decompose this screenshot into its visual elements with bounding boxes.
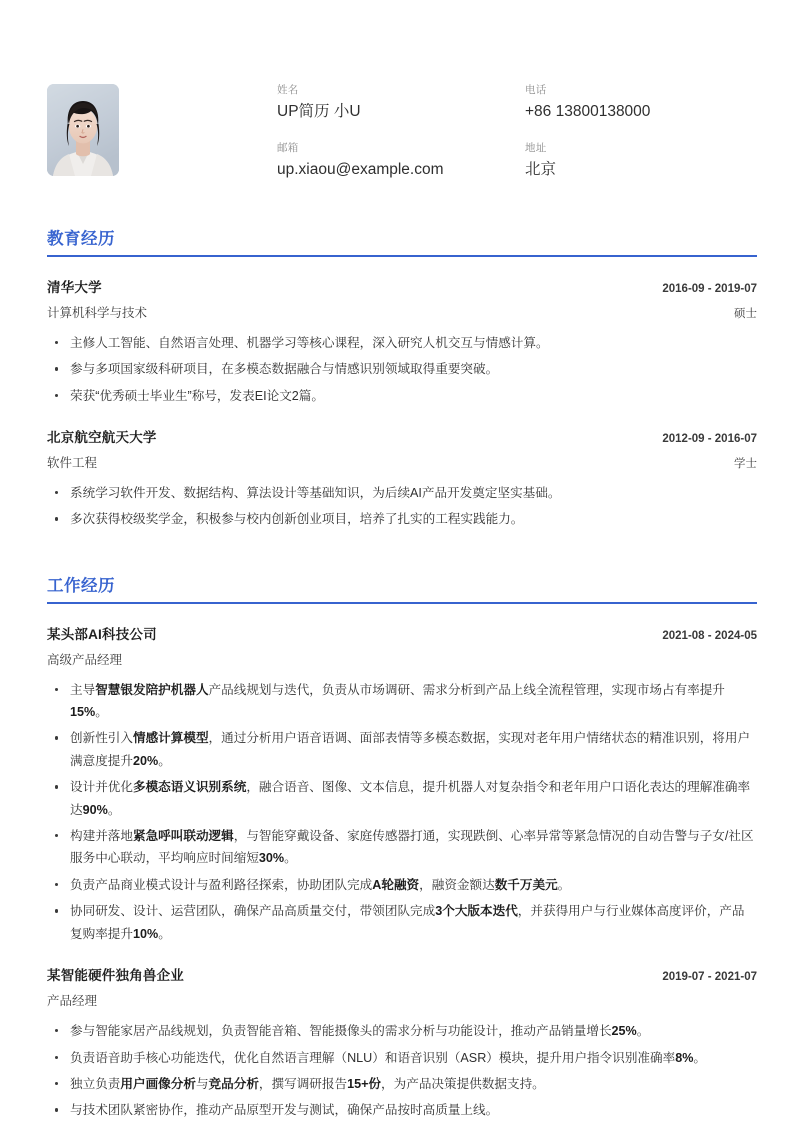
entry-role: 高级产品经理: [47, 652, 123, 667]
entry-date-range: 2021-08 - 2024-05: [662, 629, 757, 642]
bullet-item: 参与智能家居产品线规划，负责智能音箱、智能摄像头的需求分析与功能设计，推动产品销量增长25%。: [47, 1020, 757, 1042]
entry-organization: 某头部AI科技公司: [47, 626, 157, 642]
entry-subtitle-row: [47, 991, 757, 1009]
entry-subtitle-row: [47, 303, 757, 321]
contact-label: 电话: [525, 84, 547, 96]
entry-bullet-list: [47, 679, 757, 945]
bullet-item: 与技术团队紧密协作，推动产品原型开发与测试，确保产品按时高质量上线。: [47, 1099, 757, 1121]
entry-role: 产品经理: [47, 994, 98, 1009]
section-title: 教育经历: [47, 230, 115, 248]
bullet-item: 荣获“优秀硕士毕业生”称号，发表EI论文2篇。: [47, 385, 757, 407]
contact-field-address: [525, 142, 757, 180]
entry-date-range: 2012-09 - 2016-07: [662, 433, 757, 446]
bullet-item: 创新性引入情感计算模型，通过分析用户语音语调、面部表情等多模态数据，实现对老年用户情绪状态的精准识别，将用户满意度提升20%。: [47, 727, 757, 772]
bullet-item: 主导智慧银发陪护机器人产品线规划与迭代，负责从市场调研、需求分析到产品上线全流程管理，实现市场占有率提升15%。: [47, 679, 757, 724]
bullet-item: 设计并优化多模态语义识别系统，融合语音、图像、文本信息，提升机器人对复杂指令和老年用户口语化表达的理解准确率达90%。: [47, 776, 757, 821]
bullet-item: 多次获得校级奖学金，积极参与校内创新创业项目，培养了扎实的工程实践能力。: [47, 508, 757, 530]
portrait-photo: [47, 84, 119, 176]
resume-header: [47, 78, 757, 196]
entry-organization: 清华大学: [47, 279, 102, 295]
section-header: [47, 230, 757, 257]
entry-header-row: [47, 276, 757, 296]
contact-value: UP简历 小U: [277, 103, 361, 121]
entry-bullet-list: [47, 1020, 757, 1122]
entry-bullet-list: [47, 482, 757, 531]
contact-field-email: [277, 142, 525, 180]
bullet-item: 独立负责用户画像分析与竞品分析，撰写调研报告15+份，为产品决策提供数据支持。: [47, 1073, 757, 1095]
entry-organization: 北京航空航天大学: [47, 430, 157, 446]
entry-header-row: [47, 964, 757, 984]
entry-date-range: 2016-09 - 2019-07: [662, 282, 757, 295]
contact-label: 姓名: [277, 84, 299, 96]
contact-info: [277, 78, 757, 179]
section-header: [47, 577, 757, 604]
entry-header-row: [47, 426, 757, 446]
contact-field-phone: [525, 84, 757, 122]
bullet-item: 负责产品商业模式设计与盈利路径探索，协助团队完成A轮融资，融资金额达数千万美元。: [47, 874, 757, 896]
contact-field-name: [277, 84, 525, 122]
contact-value: 北京: [525, 160, 557, 178]
contact-value: up.xiaou@example.com: [277, 160, 444, 178]
resume-entry: [47, 276, 757, 407]
avatar: [47, 84, 119, 176]
bullet-item: 协同研发、设计、运营团队，确保产品高质量交付，带领团队完成3个大版本迭代，并获得用户与行业媒体高度评价，产品复购率提升10%。: [47, 900, 757, 945]
entry-date-range: 2019-07 - 2021-07: [662, 971, 757, 984]
section-work: [47, 577, 757, 1122]
section-title: 工作经历: [47, 576, 115, 595]
entry-role: 计算机科学与技术: [47, 305, 148, 320]
bullet-item: 构建并落地紧急呼叫联动逻辑，与智能穿戴设备、家庭传感器打通，实现跌倒、心率异常等紧急情况的自动告警与子女/社区服务中心联动，平均响应时间缩短30%。: [47, 825, 757, 870]
entry-header-row: [47, 623, 757, 643]
section-education: [47, 230, 757, 531]
entry-bullet-list: [47, 332, 757, 407]
entry-degree: 学士: [734, 458, 757, 471]
contact-label: 邮箱: [277, 141, 299, 154]
contact-value: +86 13800138000: [525, 103, 651, 121]
resume-entry: [47, 426, 757, 531]
bullet-item: 主修人工智能、自然语言处理、机器学习等核心课程，深入研究人机交互与情感计算。: [47, 332, 757, 354]
entry-organization: 某智能硬件独角兽企业: [47, 968, 184, 984]
resume-entry: [47, 964, 757, 1122]
bullet-item: 负责语音助手核心功能迭代，优化自然语言理解（NLU）和语音识别（ASR）模块，提升用户指令识别准确率8%。: [47, 1047, 757, 1069]
entry-subtitle-row: [47, 650, 757, 668]
contact-label: 地址: [525, 141, 547, 154]
resume-sections: [47, 230, 757, 1122]
resume-entry: [47, 623, 757, 945]
bullet-item: 系统学习软件开发、数据结构、算法设计等基础知识，为后续AI产品开发奠定坚实基础。: [47, 482, 757, 504]
entry-degree: 硕士: [734, 307, 757, 320]
entry-role: 软件工程: [47, 456, 98, 471]
bullet-item: 参与多项国家级科研项目，在多模态数据融合与情感识别领域取得重要突破。: [47, 358, 757, 380]
entry-subtitle-row: [47, 453, 757, 471]
